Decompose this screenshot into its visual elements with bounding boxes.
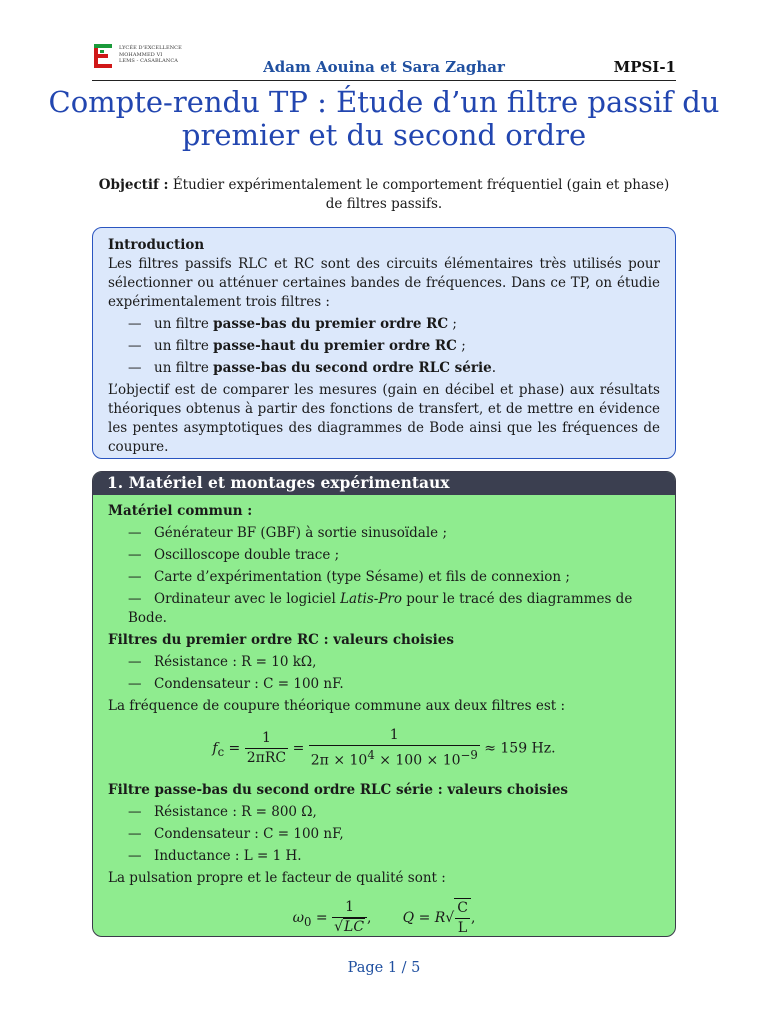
rc-values-list [108, 653, 660, 694]
rc-values-title: Filtres du premier ordre RC : valeurs choisies [108, 632, 454, 648]
objective [92, 176, 676, 214]
cutoff-frequency-formula: $f_c$ = $\frac{1}{\text{2πRC}}$ = $\frac{1}{2\pi \times 10^4 \times 100 \times 10^{-9}}$ ≈ 159 Hz. [212, 727, 556, 769]
intro-heading: Introduction [108, 237, 205, 253]
section-1-box [92, 471, 676, 937]
list-item: — Inductance : L = 1 H. [128, 847, 302, 864]
objective-text: Étudier expérimentalement le comportement fréquentiel (gain et phase) de filtres passifs. [172, 177, 670, 212]
list-item: — Condensateur : C = 100 nF, [128, 825, 344, 842]
list-item: — Oscilloscope double trace ; [128, 547, 340, 563]
list-item: — un filtre passe-bas du second ordre RLC série. [128, 360, 496, 376]
list-item: — Carte d’expérimentation (type Sésame) et fils de connexion ; [128, 569, 570, 585]
list-item: — Générateur BF (GBF) à sortie sinusoïdale ; [128, 525, 448, 541]
list-item: — un filtre passe-haut du premier ordre RC ; [128, 338, 466, 354]
page-title: Compte-rendu TP : Étude d’un filtre passif du premier et du second ordre [48, 85, 720, 152]
rc-sentence: La fréquence de coupure théorique commune aux deux filtres est : [108, 698, 566, 714]
omega-q-formula: $\omega_0$ = $\frac{1}{√LC}$ , Q = R√ $\frac{C}{L}$ , [292, 899, 476, 936]
page-number: Page 1 / 5 [347, 960, 421, 976]
objective-label: Objectif : [98, 177, 169, 193]
authors: Adam Aouina et Sara Zaghar [263, 58, 505, 76]
section-1-title: 1. Matériel et montages expérimentaux [93, 472, 675, 495]
rlc-values-title: Filtre passe-bas du second ordre RLC série : valeurs choisies [108, 781, 569, 798]
intro-paragraph-2: L’objectif est de comparer les mesures (gain en décibel et phase) aux résultats théoriques obtenus à partir des fonctions de transfert, et de mettre en évidence les pentes asymptotiques des diagrammes de Bode ainsi que les fréquences de coupure. [108, 382, 660, 455]
common-material-list [108, 524, 660, 628]
header-rule [92, 80, 676, 81]
rlc-sentence: La pulsation propre et le facteur de qualité sont : [108, 869, 446, 886]
section-1-body [93, 495, 675, 937]
rlc-values-list [108, 803, 660, 866]
list-item: — Ordinateur avec le logiciel Latis-Pro pour le tracé des diagrammes de Bode. [128, 591, 633, 626]
intro-list [108, 315, 660, 378]
intro-paragraph-1: Les filtres passifs RLC et RC sont des circuits élémentaires très utilisés pour sélectionner ou atténuer certaines bandes de fréquences. Dans ce TP, on étudie expérimentalement trois filtres : [108, 256, 660, 310]
list-item: — Résistance : R = 800 Ω, [128, 803, 317, 820]
list-item: — Résistance : R = 10 kΩ, [128, 654, 317, 670]
logo-text: LYCÉE D'EXCELLENCE MOHAMMED VI LEMS - CASABLANCA [119, 45, 182, 64]
list-item: — un filtre passe-bas du premier ordre RC ; [128, 316, 457, 332]
list-item: — Condensateur : C = 100 nF. [128, 676, 344, 692]
class-label: MPSI-1 [613, 58, 676, 76]
intro-box [92, 227, 676, 459]
common-material-title: Matériel commun : [108, 503, 253, 519]
